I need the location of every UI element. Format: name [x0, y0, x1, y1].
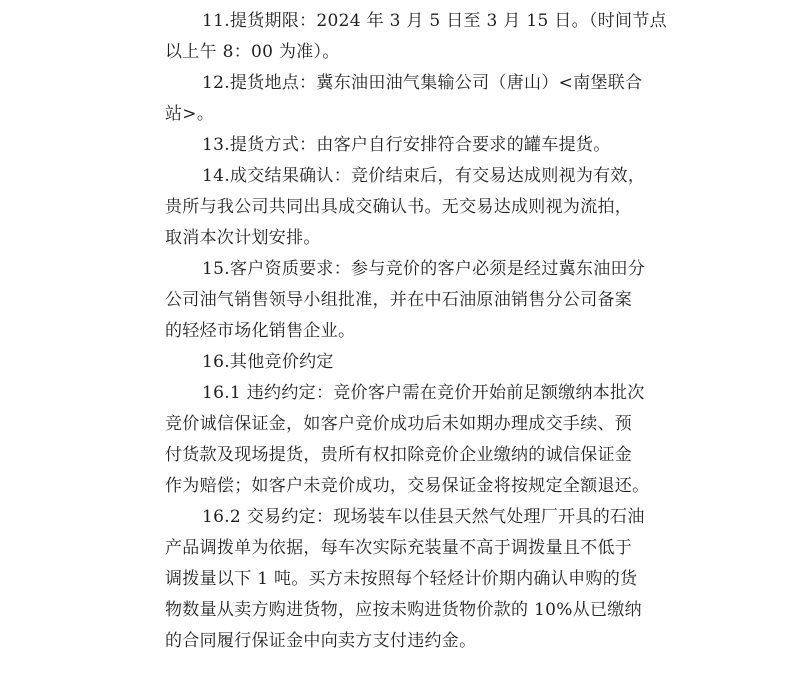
clause-16-2-line-1: 16.2 交易约定：现场装车以佳县天然气处理厂开具的石油 [202, 507, 645, 527]
clause-16-2-line-5: 的合同履行保证金中向卖方支付违约金。 [165, 631, 477, 651]
clause-15-line-3: 的轻烃市场化销售企业。 [165, 321, 356, 341]
clause-11-line-2: 以上午 8：00 为准）。 [165, 42, 340, 62]
clause-11-line-1: 11.提货期限：2024 年 3 月 5 日至 3 月 15 日。（时间节点 [202, 11, 667, 31]
clause-14-line-2: 贵所与我公司共同出具成交确认书。无交易达成则视为流拍， [165, 197, 633, 217]
clause-15-line-1: 15.客户资质要求：参与竞价的客户必须是经过冀东油田分 [202, 259, 646, 279]
clause-15-line-2: 公司油气销售领导小组批准，并在中石油原油销售分公司备案 [165, 290, 633, 310]
clause-14-line-1: 14.成交结果确认：竞价结束后，有交易达成则视为有效， [202, 166, 646, 186]
clause-16-1-line-4: 作为赔偿；如客户未竞价成功，交易保证金将按规定全额退还。 [165, 476, 650, 496]
clause-12-line-1: 12.提货地点：冀东油田油气集输公司（唐山）<南堡联合 [202, 73, 643, 93]
clause-16-2-line-4: 物数量从卖方购进货物，应按未购进货物价款的 10%从已缴纳 [165, 600, 642, 620]
clause-16-1-line-3: 付货款及现场提货，贵所有权扣除竞价企业缴纳的诚信保证金 [165, 445, 633, 465]
clause-16-2-line-2: 产品调拨单为依据，每车次实际充装量不高于调拨量且不低于 [165, 538, 633, 558]
clause-14-line-3: 取消本次计划安排。 [165, 228, 321, 248]
clause-16-1-line-1: 16.1 违约约定：竞价客户需在竞价开始前足额缴纳本批次 [202, 383, 645, 403]
clause-12-line-2: 站>。 [165, 104, 215, 124]
clause-16-1-line-2: 竞价诚信保证金，如客户竞价成功后未如期办理成交手续、预 [165, 414, 633, 434]
clause-16-heading: 16.其他竞价约定 [202, 352, 334, 372]
clause-13-line-1: 13.提货方式：由客户自行安排符合要求的罐车提货。 [202, 135, 611, 155]
clause-16-2-line-3: 调拨量以下 1 吨。买方未按照每个轻烃计价期内确认申购的货 [165, 569, 638, 589]
